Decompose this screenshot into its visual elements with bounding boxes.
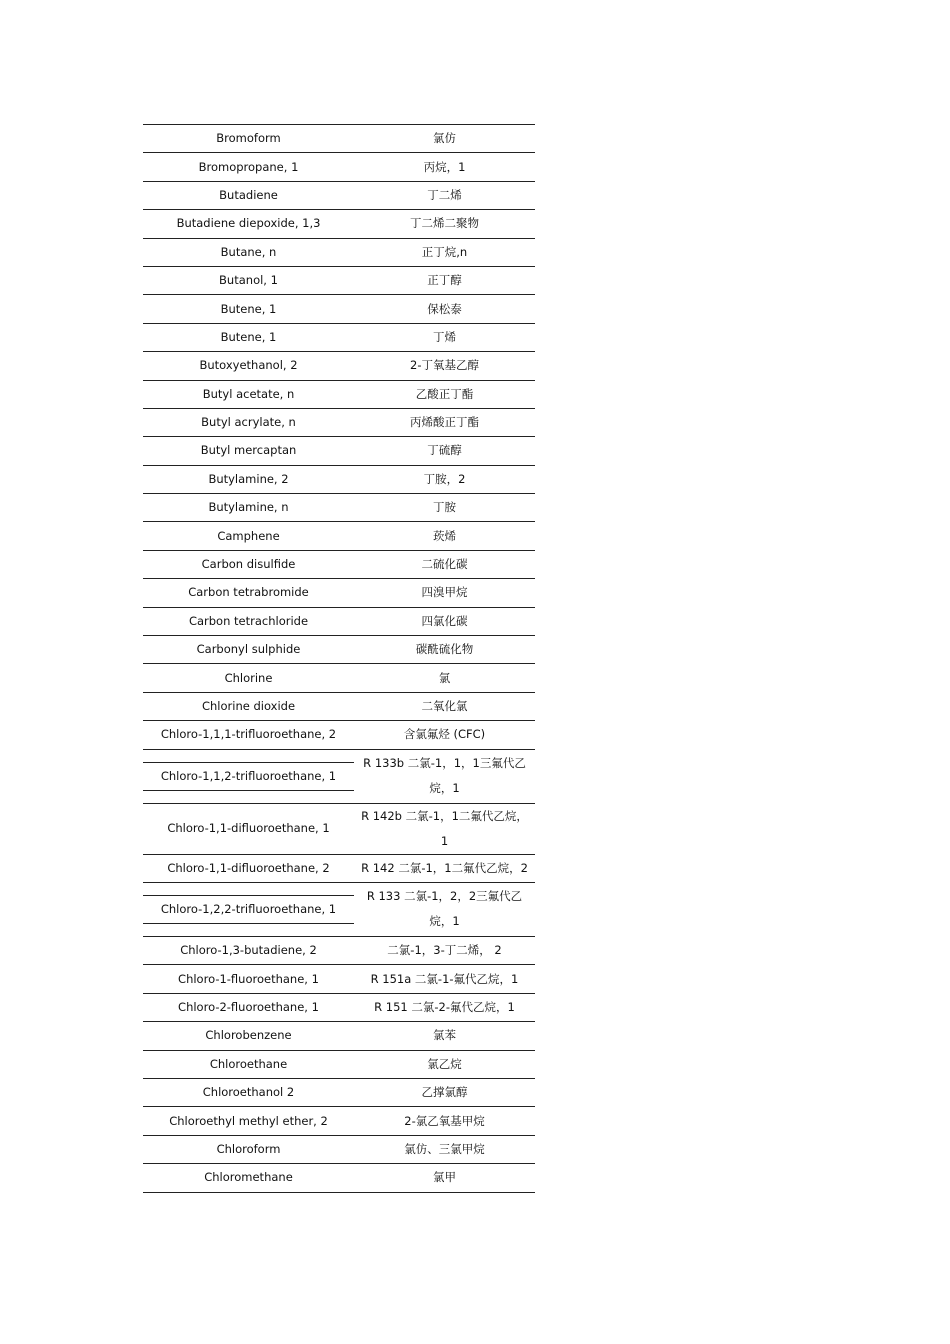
table-row [143, 210, 535, 238]
english-name-cell: Chlorine [143, 664, 354, 692]
english-name-cell: Butylamine, n [143, 494, 354, 522]
chinese-name-cell: 丁硫醇 [354, 437, 535, 465]
english-name-cell: Chloro-1-fluoroethane, 1 [143, 965, 354, 993]
chinese-name-cell: 丁二烯二聚物 [354, 210, 535, 238]
chinese-name-cell: 丙烷，1 [354, 153, 535, 181]
chinese-name-cell: 丙烯酸正丁酯 [354, 408, 535, 436]
english-name-cell: Butadiene diepoxide, 1,3 [143, 210, 354, 238]
table-row [143, 380, 535, 408]
table-row [143, 579, 535, 607]
english-name-cell: Carbonyl sulphide [143, 636, 354, 664]
table-row [143, 1164, 535, 1192]
chinese-name-cell: 氯仿 [354, 125, 535, 153]
english-name-cell: Chloro-1,1,1-trifluoroethane, 2 [143, 721, 354, 749]
english-name-cell: Chloroethyl methyl ether, 2 [143, 1107, 354, 1135]
english-name-cell: Bromopropane, 1 [143, 153, 354, 181]
table-row [143, 238, 535, 266]
table-row [143, 749, 535, 803]
english-name-cell: Butylamine, 2 [143, 465, 354, 493]
table-row [143, 125, 535, 153]
chinese-name-cell: 氯 [354, 664, 535, 692]
english-name-cell: Butyl mercaptan [143, 437, 354, 465]
chinese-name-cell: 二硫化碳 [354, 550, 535, 578]
chinese-name-cell: 2-氯乙氧基甲烷 [354, 1107, 535, 1135]
chemical-names-table [143, 124, 535, 1193]
table-row [143, 936, 535, 964]
chinese-name-cell: 二氧化氯 [354, 692, 535, 720]
table-row [143, 993, 535, 1021]
chinese-name-cell: 正丁醇 [354, 266, 535, 294]
chinese-name-cell: 保松泰 [354, 295, 535, 323]
english-name-cell: Butyl acrylate, n [143, 408, 354, 436]
english-name-cell: Chloroethanol 2 [143, 1078, 354, 1106]
english-name-cell: Chloro-1,1-difluoroethane, 1 [143, 803, 354, 854]
chinese-name-cell: 二氯-1，3-丁二烯， 2 [354, 936, 535, 964]
table-row [143, 295, 535, 323]
english-name-cell: Butyl acetate, n [143, 380, 354, 408]
table-row [143, 522, 535, 550]
chinese-name-cell: 丁烯 [354, 323, 535, 351]
table-row [143, 854, 535, 882]
english-name-cell: Carbon tetrachloride [143, 607, 354, 635]
english-name-cell: Carbon disulfide [143, 550, 354, 578]
english-name-cell: Butene, 1 [143, 323, 354, 351]
chinese-name-cell: 丁胺，2 [354, 465, 535, 493]
table-row [143, 550, 535, 578]
english-name-cell: Carbon tetrabromide [143, 579, 354, 607]
english-name-cell: Butane, n [143, 238, 354, 266]
table-body [143, 125, 535, 1193]
chinese-name-cell: 氯甲 [354, 1164, 535, 1192]
chinese-name-cell: R 142 二氯-1，1二氟代乙烷，2 [354, 854, 535, 882]
table-row [143, 153, 535, 181]
english-name-cell: Chloro-1,2,2-trifluoroethane, 1 [143, 882, 354, 936]
english-name-cell: Camphene [143, 522, 354, 550]
english-name-cell: Butene, 1 [143, 295, 354, 323]
english-name-cell: Chloro-1,3-butadiene, 2 [143, 936, 354, 964]
table-row [143, 636, 535, 664]
english-name-cell: Chlorobenzene [143, 1022, 354, 1050]
table-row [143, 181, 535, 209]
chinese-name-cell: 四溴甲烷 [354, 579, 535, 607]
table-row [143, 721, 535, 749]
english-name-cell: Butoxyethanol, 2 [143, 352, 354, 380]
table-row [143, 437, 535, 465]
table-row [143, 1135, 535, 1163]
table-row [143, 1107, 535, 1135]
english-name-cell: Chloroform [143, 1135, 354, 1163]
chinese-name-cell: 正丁烷,n [354, 238, 535, 266]
english-name-cell: Bromoform [143, 125, 354, 153]
english-name-cell: Chloro-1,1,2-trifluoroethane, 1 [143, 749, 354, 803]
chinese-name-cell: 氯乙烷 [354, 1050, 535, 1078]
table-row [143, 352, 535, 380]
chinese-name-cell: 氯苯 [354, 1022, 535, 1050]
chinese-name-cell: 2-丁氧基乙醇 [354, 352, 535, 380]
table-row [143, 664, 535, 692]
table-row [143, 408, 535, 436]
chinese-name-cell: R 133 二氯-1，2，2三氟代乙烷，1 [354, 882, 535, 936]
english-name-cell: Chlorine dioxide [143, 692, 354, 720]
table-row [143, 1022, 535, 1050]
english-name-cell: Chloro-2-fluoroethane, 1 [143, 993, 354, 1021]
english-name-cell: Butadiene [143, 181, 354, 209]
table-row [143, 465, 535, 493]
english-name-cell: Chloromethane [143, 1164, 354, 1192]
table-row [143, 1078, 535, 1106]
table-row [143, 1050, 535, 1078]
chinese-name-cell: 乙酸正丁酯 [354, 380, 535, 408]
chinese-name-cell: 丁胺 [354, 494, 535, 522]
table-row [143, 965, 535, 993]
table-row [143, 266, 535, 294]
english-name-cell: Butanol, 1 [143, 266, 354, 294]
chinese-name-cell: 四氯化碳 [354, 607, 535, 635]
chinese-name-cell: 碳酰硫化物 [354, 636, 535, 664]
english-name-cell: Chloro-1,1-difluoroethane, 2 [143, 854, 354, 882]
table-row [143, 882, 535, 936]
chinese-name-cell: 乙撑氯醇 [354, 1078, 535, 1106]
chinese-name-cell: 含氯氟烃 (CFC) [354, 721, 535, 749]
chinese-name-cell: 莰烯 [354, 522, 535, 550]
table-row [143, 692, 535, 720]
table-row [143, 607, 535, 635]
chinese-name-cell: 丁二烯 [354, 181, 535, 209]
chinese-name-cell: R 151 二氯-2-氟代乙烷，1 [354, 993, 535, 1021]
table-row [143, 494, 535, 522]
table-row [143, 803, 535, 854]
chinese-name-cell: 氯仿、三氯甲烷 [354, 1135, 535, 1163]
table-row [143, 323, 535, 351]
english-name-cell: Chloroethane [143, 1050, 354, 1078]
chinese-name-cell: R 142b 二氯-1，1二氟代乙烷，1 [354, 803, 535, 854]
chinese-name-cell: R 133b 二氯-1，1，1三氟代乙烷，1 [354, 749, 535, 803]
chinese-name-cell: R 151a 二氯-1-氟代乙烷，1 [354, 965, 535, 993]
